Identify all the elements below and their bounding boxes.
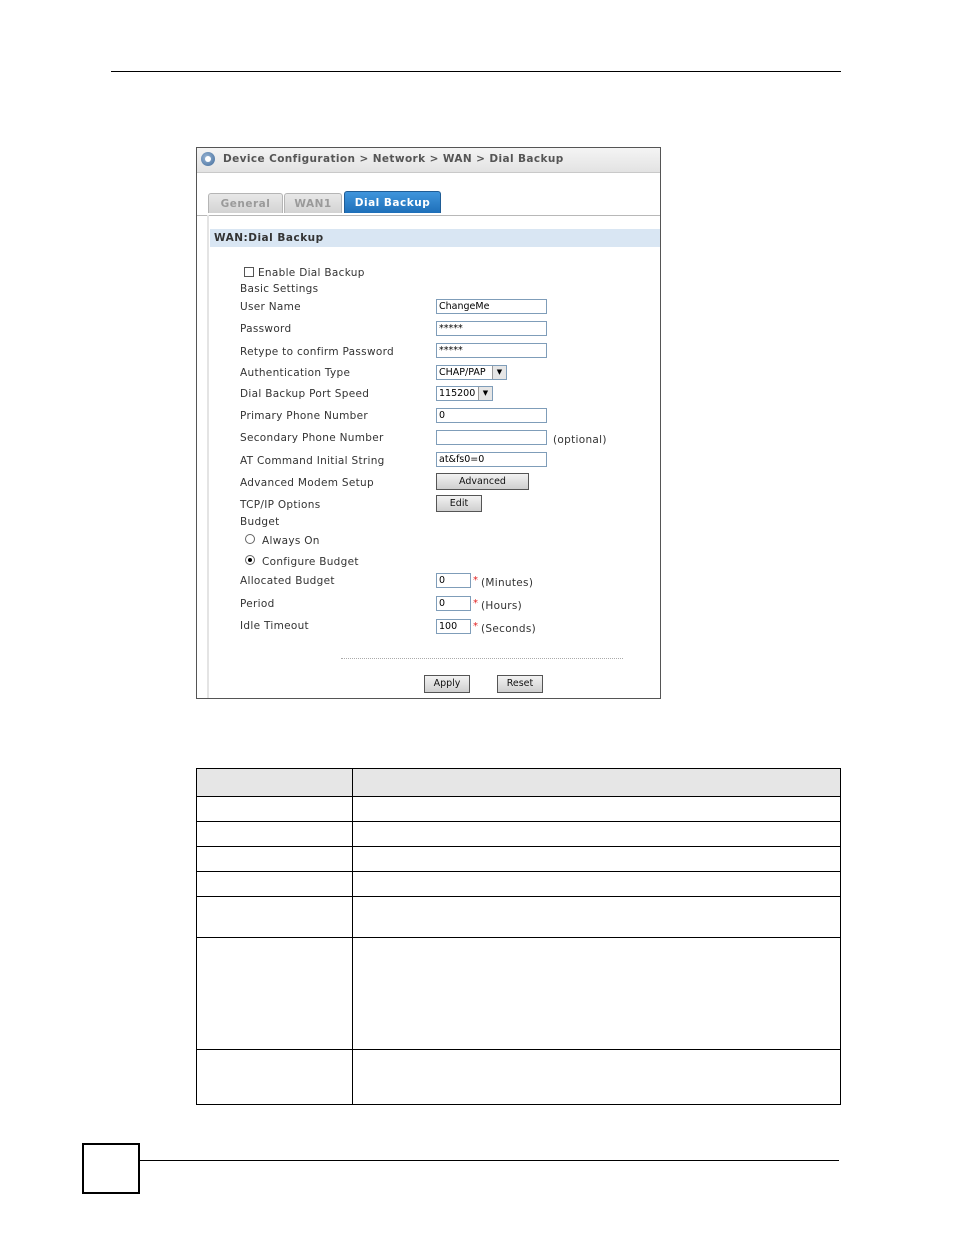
table-row: [197, 821, 840, 846]
user-name-label: User Name: [240, 301, 301, 313]
chevron-down-icon: ▼: [478, 387, 492, 400]
allocated-budget-input[interactable]: 0: [436, 573, 471, 588]
navigation-arrow-icon: [201, 152, 215, 166]
password-label: Password: [240, 323, 292, 335]
tab-bar: [197, 173, 660, 216]
authentication-type-label: Authentication Type: [240, 367, 351, 379]
reset-button[interactable]: Reset: [497, 675, 543, 693]
idle-timeout-input[interactable]: 100: [436, 619, 471, 634]
optional-note: (optional): [553, 434, 607, 446]
budget-heading: Budget: [240, 516, 280, 528]
secondary-phone-label: Secondary Phone Number: [240, 432, 384, 444]
table-row: [197, 896, 840, 937]
required-marker: *: [473, 621, 478, 632]
always-on-radio[interactable]: [245, 534, 255, 544]
period-label: Period: [240, 598, 275, 610]
required-marker: *: [473, 598, 478, 609]
apply-button[interactable]: Apply: [424, 675, 470, 693]
table-row: [197, 871, 840, 896]
content-left-rule: [207, 215, 209, 698]
at-command-label: AT Command Initial String: [240, 455, 385, 467]
field-description-table: [196, 768, 841, 1105]
period-unit: (Hours): [481, 600, 523, 612]
header-rule: [111, 71, 841, 72]
basic-settings-heading: Basic Settings: [240, 283, 319, 295]
user-name-input[interactable]: ChangeMe: [436, 299, 547, 314]
period-input[interactable]: 0: [436, 596, 471, 611]
port-speed-label: Dial Backup Port Speed: [240, 388, 370, 400]
table-row: [197, 846, 840, 871]
breadcrumb-bar: [197, 148, 660, 173]
table-header-row: [197, 769, 840, 796]
dial-backup-screenshot: [196, 147, 661, 699]
primary-phone-label: Primary Phone Number: [240, 410, 368, 422]
page-number-box: [82, 1143, 140, 1194]
configure-budget-radio[interactable]: [245, 555, 255, 565]
footer-rule: [140, 1160, 839, 1161]
tab-wan1[interactable]: WAN1: [284, 193, 342, 213]
retype-password-input[interactable]: *****: [436, 343, 547, 358]
table-row: [197, 937, 840, 1049]
tab-general[interactable]: General: [208, 193, 283, 213]
breadcrumb: Device Configuration > Network > WAN > Dial Backup: [223, 153, 564, 165]
password-input[interactable]: *****: [436, 321, 547, 336]
retype-password-label: Retype to confirm Password: [240, 346, 394, 358]
enable-dial-backup-label: Enable Dial Backup: [258, 267, 365, 279]
section-title: WAN:Dial Backup: [210, 229, 660, 247]
enable-dial-backup-checkbox[interactable]: [244, 267, 254, 277]
table-column-divider: [352, 769, 353, 1104]
secondary-phone-input[interactable]: [436, 430, 547, 445]
edit-button[interactable]: Edit: [436, 495, 482, 512]
advanced-modem-label: Advanced Modem Setup: [240, 477, 374, 489]
always-on-label: Always On: [262, 535, 320, 547]
port-speed-value: 115200: [439, 388, 476, 399]
table-row: [197, 1049, 840, 1104]
advanced-button[interactable]: Advanced: [436, 473, 529, 490]
configure-budget-label: Configure Budget: [262, 556, 359, 568]
primary-phone-input[interactable]: 0: [436, 408, 547, 423]
table-row: [197, 796, 840, 821]
authentication-type-value: CHAP/PAP: [439, 367, 486, 378]
chevron-down-icon: ▼: [492, 366, 506, 379]
authentication-type-select[interactable]: [436, 365, 507, 380]
allocated-budget-label: Allocated Budget: [240, 575, 335, 587]
at-command-input[interactable]: at&fs0=0: [436, 452, 547, 467]
required-marker: *: [473, 575, 478, 586]
idle-timeout-unit: (Seconds): [481, 623, 537, 635]
allocated-budget-unit: (Minutes): [481, 577, 534, 589]
idle-timeout-label: Idle Timeout: [240, 620, 309, 632]
form-divider: [341, 658, 623, 659]
tab-dial-backup[interactable]: Dial Backup: [344, 191, 441, 213]
tcpip-options-label: TCP/IP Options: [240, 499, 321, 511]
port-speed-select[interactable]: [436, 386, 493, 401]
